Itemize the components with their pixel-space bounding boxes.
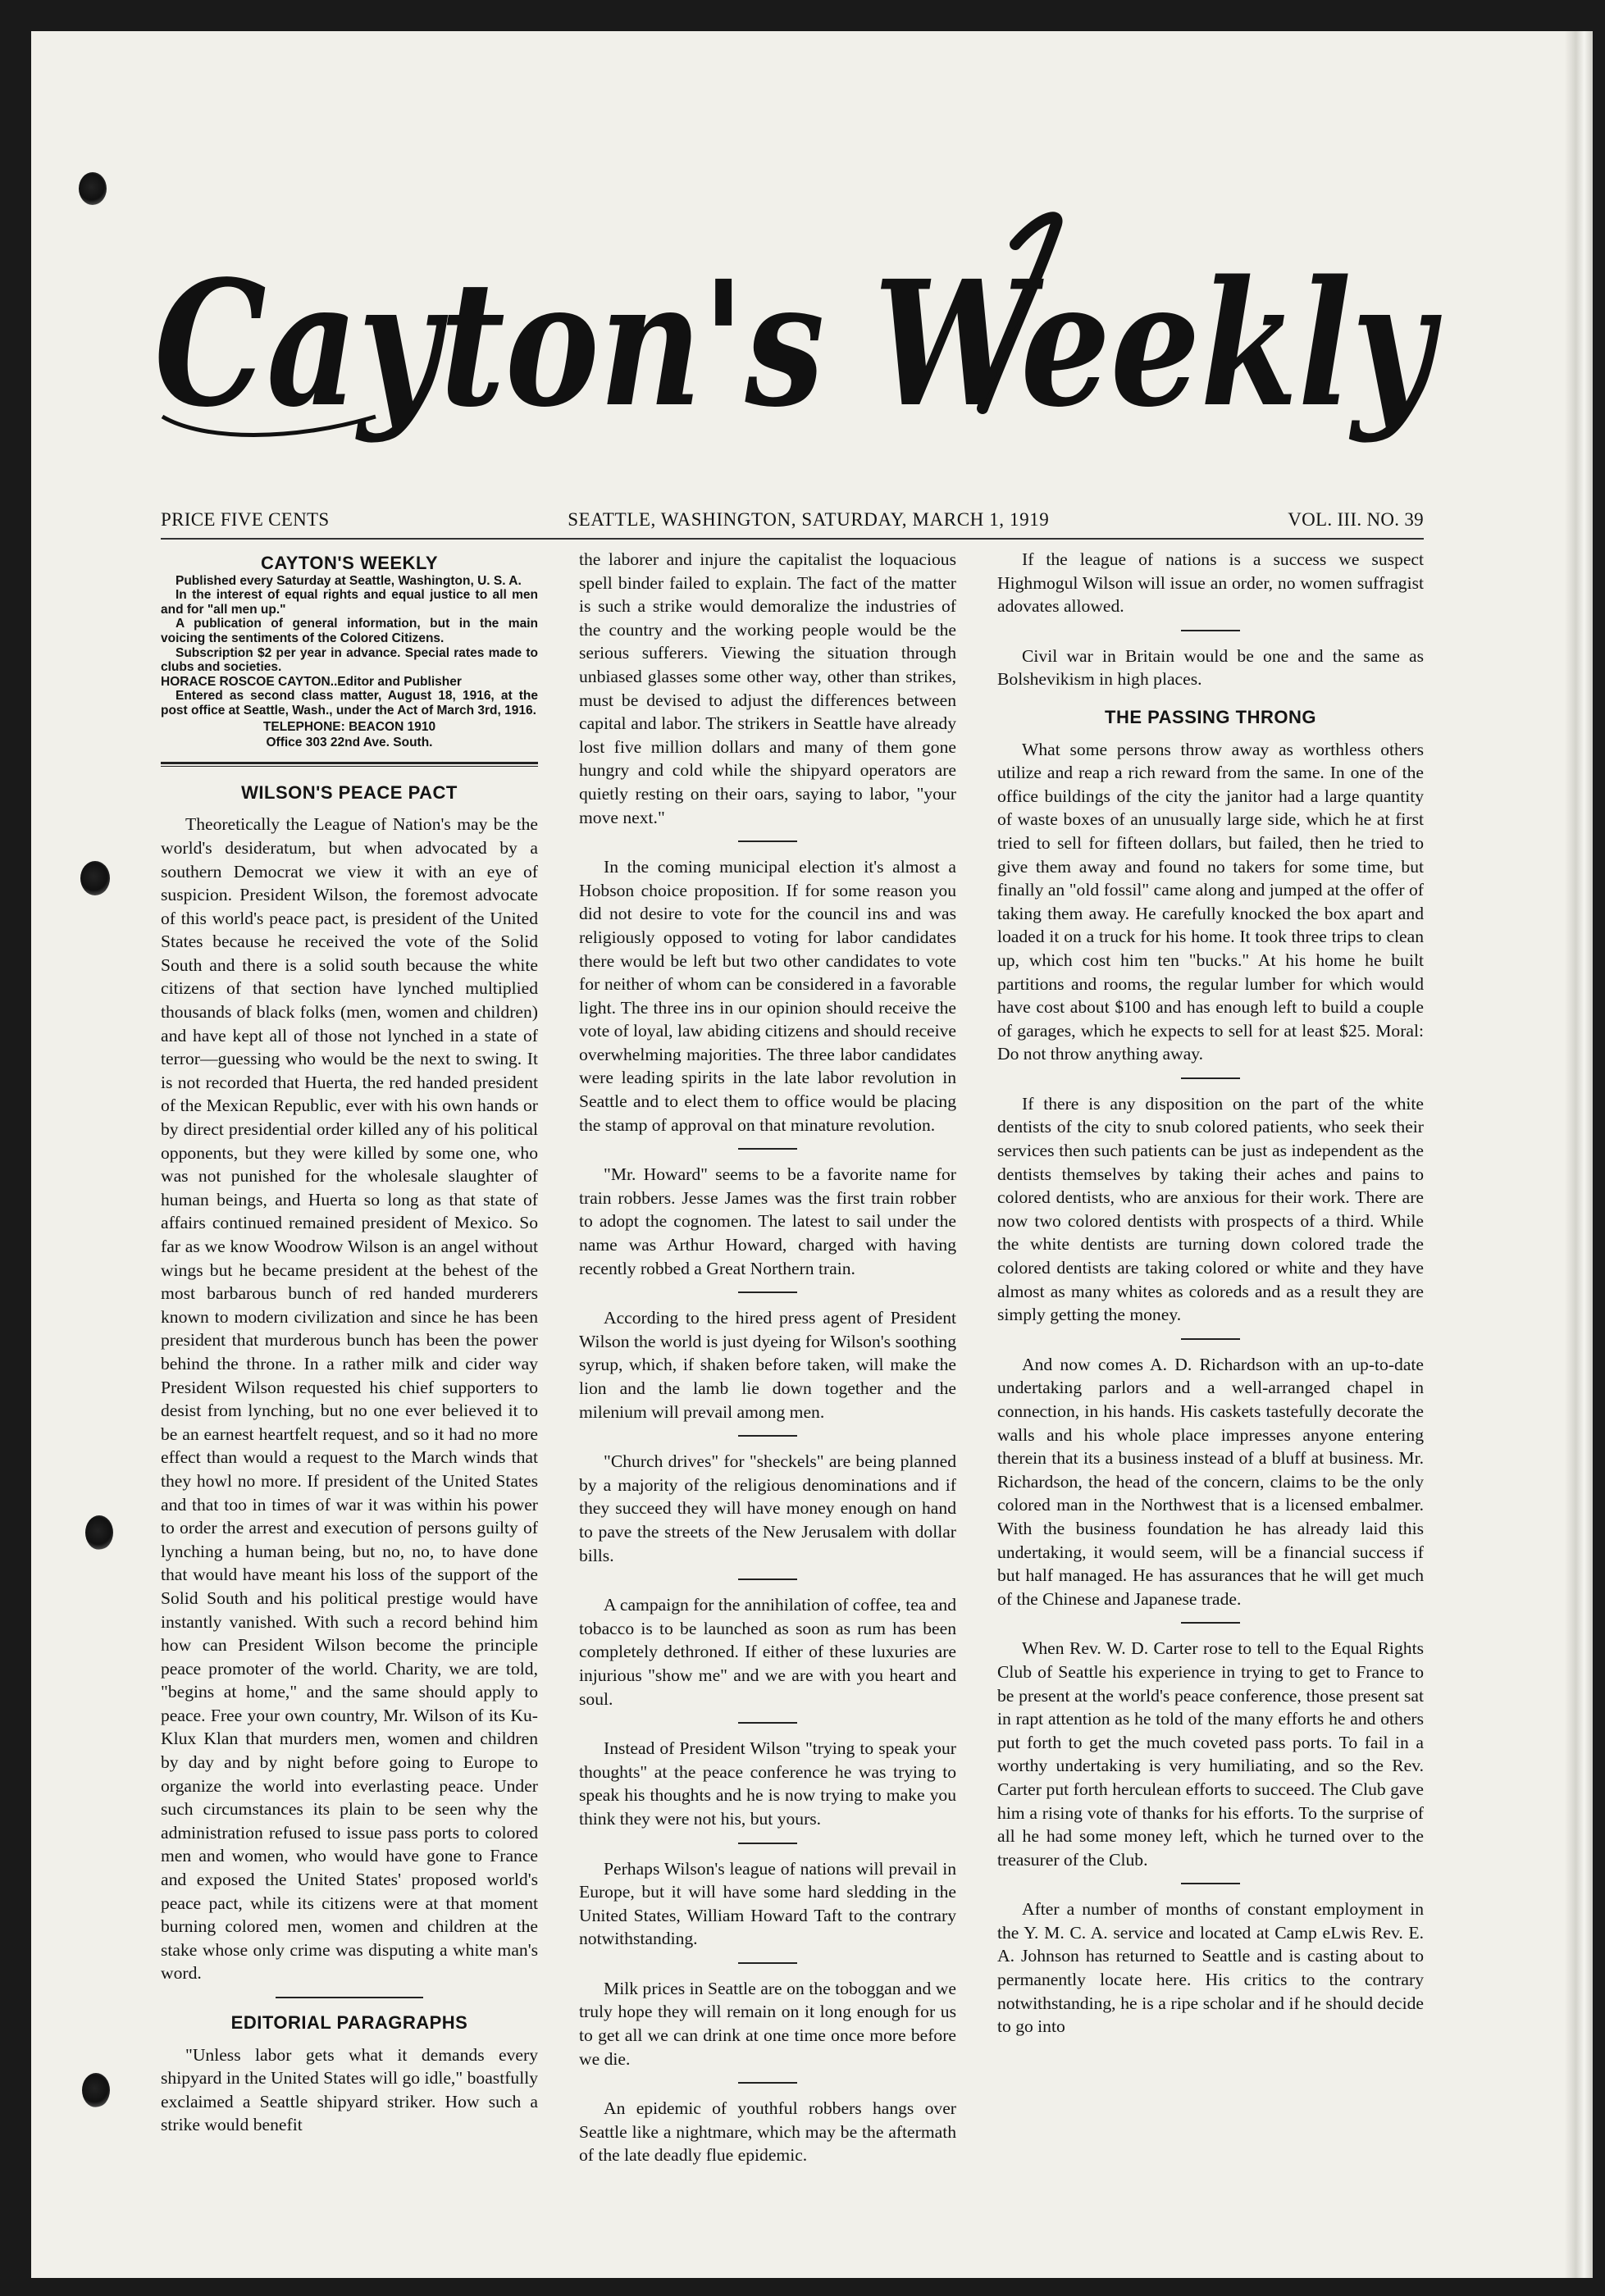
column-2 bbox=[579, 548, 956, 2167]
dateline bbox=[161, 507, 1424, 533]
info-published: Published every Saturday at Seattle, Washington, U. S. A. bbox=[176, 573, 522, 588]
separator bbox=[276, 1997, 423, 1998]
volume-number: VOL. III. NO. 39 bbox=[1288, 509, 1424, 530]
masthead-title: Cayton's Weekly bbox=[154, 243, 1443, 445]
info-office: Office 303 22nd Ave. South. bbox=[266, 736, 433, 750]
editorial-church-drives: "Church drives" for "sheckels" are being planned by a majority of the religious denominations and if they succeed they will have money enough on hand to pave the streets of the New Jerusalem with dollar bills. bbox=[579, 1451, 956, 1565]
info-box-heading: CAYTON'S WEEKLY bbox=[260, 553, 439, 573]
editorial-municipal-election: In the coming municipal election it's almost a Hobson choice proposition. If for some reason you did not desire to vote for the council ins and was religiously opposed to voting for labor candidates there would be left but two other candidates to vote for neither of whom can be considered in a favorable light. The three ins in our opinion should receive the vote of loyal, law abiding citizens and should receive overwhelming majorities. The three labor candidates were leading spirits in the late labor revolution in Seattle and to elect them to office would be placing the stamp of approval on that minature revolution. bbox=[579, 857, 956, 1135]
masthead bbox=[130, 195, 1458, 499]
info-entered: Entered as second class matter, August 18, 1916, at the post office at Seattle, Wash., under the Act of March 3rd, 1916. bbox=[161, 689, 538, 718]
separator bbox=[1181, 1338, 1240, 1340]
info-editor: HORACE ROSCOE CAYTON..Editor and Publisher bbox=[161, 674, 462, 689]
section-rule bbox=[161, 762, 538, 767]
editorial-coffee-tea: A campaign for the annihilation of coffee, tea and tobacco is to be launched as soon as rum has been completely dethroned. If either of these luxuries are injurious "show me" and we are with you heart and soul. bbox=[579, 1595, 956, 1709]
editorial-strike-start: "Unless labor gets what it demands every shipyard in the United States will go idle," boastfully exclaimed a Seattle shipyard striker. How such a strike would benefit bbox=[161, 2044, 538, 2135]
separator bbox=[738, 1962, 797, 1964]
separator bbox=[738, 1292, 797, 1293]
column-3 bbox=[997, 548, 1424, 2039]
newspaper-page bbox=[31, 31, 1593, 2278]
info-telephone: TELEPHONE: BEACON 1910 bbox=[262, 719, 436, 734]
editorial-mr-howard: "Mr. Howard" seems to be a favorite name for train robbers. Jesse James was the first train robber to adopt the cognomen. The latest to sail under the name was Arthur Howard, charged with having recently robbed a Great Northern train. bbox=[579, 1164, 956, 1278]
separator bbox=[738, 2082, 797, 2084]
masthead-logo bbox=[130, 195, 1458, 499]
throng-rev-carter: When Rev. W. D. Carter rose to tell to the Equal Rights Club of Seattle his experience in trying to get to France to be present at the world's peace conference, those present sat in rapt attention as he told of the many efforts he and others put forth to get the much coveted pass ports. To fail in a worthy undertaking is very humiliating, and so the Rev. Carter put forth herculean efforts to succeed. The Club gave him a rising vote of thanks for his efforts. To the surprise of all he had some money left, which he turned over to the treasurer of the Club. bbox=[997, 1638, 1424, 1870]
article-wilson-peace-pact: Theoretically the League of Nation's may be the world's desideratum, but when advocated by a southern Democrat we view it with an eye of suspicion. President Wilson, the foremost advocate of this world's peace pact, is president of the United States because he received the vote of the Solid South and there is a solid south because the white citizens of that section have lynched multiplied thousands of black folks (men, women and children) and have kept all of those not lynched in a state of terror—guessing who would be the next to swing. It is not recorded that Huerta, the red handed president of the Mexican Republic, ever with his own hands or by direct presidential order killed any of his political opponents, but they were killed by some one, who was not punished for the wholesale slaughter of human beings, and Huerta so long as that state of affairs continued remained president of Mexico. So far as we know Woodrow Wilson is an angel without wings but he became president at the behest of the most barbarous bunch of red handed murderers known to modern civilization and since he has been president that murderous bunch has been the power behind the throne. In a rather milk and cider way President Wilson requested his chief supporters to desist from lynching, but no one ever believed it to be an earnest heartfelt request, and so it had no more effect than would a request to the March winds that they howl no more. If president of the United States and that too in times of war it was within his power to order the arrest and execution of persons guilty of lynching a human being, but no, no, to have done that would have meant his loss of the support of the Solid South and his political prestige would have instantly vanished. With such a record behind him how can President Wilson become the principle peace promoter of the world. Charity, we are told, "begins at home," and the same should apply to peace. Free your own country, Mr. Wilson of its Ku-Klux Klan that murders men, women and children by day and by night before going to Europe to organize the world into everlasting peace. Under such circumstances its plain to be seen why the administration refused to issue pass ports to colored men and women, who would have gone to France and exposed the United States' proposed world's peace pact, while its citizens were at that moment burning colored men, women and children at the stake whose only crime was disputing a white man's word. bbox=[161, 814, 538, 1984]
separator bbox=[738, 1843, 797, 1844]
editorial-speak-thoughts: Instead of President Wilson "trying to speak your thoughts" at the peace conference he was trying to speak his thoughts and he is now trying to make you think they were not his, but yours. bbox=[579, 1738, 956, 1829]
editorial-league-success: If the league of nations is a success we suspect Highmogul Wilson will issue an order, no women suffragist adovates allowed. bbox=[997, 549, 1424, 617]
editorial-civil-war: Civil war in Britain would be one and the same as Bolshevikism in high places. bbox=[997, 645, 1424, 690]
heading-passing-throng: THE PASSING THRONG bbox=[1105, 706, 1316, 727]
binding-hole bbox=[80, 861, 110, 895]
binding-hole bbox=[85, 1515, 113, 1550]
column-1 bbox=[161, 548, 538, 2137]
separator bbox=[738, 1435, 797, 1437]
info-interest: In the interest of equal rights and equal justice to all men and for "all men up." bbox=[161, 588, 538, 617]
separator bbox=[738, 1148, 797, 1150]
throng-dentists: If there is any disposition on the part of the white dentists of the city to snub colored patients, who seek their services then such patients can be just as independent as the dentists themselves by taking their aches and pains to colored dentists, who are anxious for their work. There are now two colored dentists with prospects of a third. While the white dentists are turning down colored trade the colored dentists are taking colored or white and they have almost as many whites as coloreds and as a result they are simply getting the money. bbox=[997, 1093, 1424, 1325]
separator bbox=[1181, 630, 1240, 631]
binding-hole bbox=[79, 172, 107, 205]
dateline-rule bbox=[161, 538, 1424, 540]
separator bbox=[1181, 1077, 1240, 1079]
editorial-league-taft: Perhaps Wilson's league of nations will prevail in Europe, but it will have some hard sledding in the United States, William Howard Taft to the contrary notwithstanding. bbox=[579, 1858, 956, 1949]
info-publication: A publication of general information, but in the main voicing the sentiments of the Colored Citizens. bbox=[161, 617, 538, 645]
editorial-press-agent: According to the hired press agent of President Wilson the world is just dyeing for Wilson's soothing syrup, which, if shaken before taken, will make the lion and the lamb lie down together and the milenium will prevail among men. bbox=[579, 1308, 956, 1422]
info-subscription: Subscription $2 per year in advance. Special rates made to clubs and societies. bbox=[161, 645, 538, 675]
editorial-youthful-robbers: An epidemic of youthful robbers hangs over Seattle like a nightmare, which may be the aftermath of the late deadly flue epidemic. bbox=[579, 2098, 956, 2166]
separator bbox=[738, 1722, 797, 1724]
heading-editorial-paragraphs: EDITORIAL PARAGRAPHS bbox=[230, 2012, 468, 2033]
separator bbox=[738, 1578, 797, 1580]
separator bbox=[738, 840, 797, 842]
throng-richardson: And now comes A. D. Richardson with an up-to-date undertaking parlors and a well-arranged chapel in connection, in his hands. His caskets tastefully decorate the walls and his whole place impresses anyone entering therein that its a business instead of a bluff at business. Mr. Richardson, the head of the concern, claims to be the only colored man in the Northwest that is a licensed embalmer. With the business foundation he has already laid this undertaking, it would seem, will be a financial success if but half managed. He has assurances that he will get much of the Chinese and Japanese trade. bbox=[997, 1354, 1424, 1609]
throng-rev-johnson: After a number of months of constant employment in the Y. M. C. A. service and located at Camp eLwis Rev. E. A. Johnson has returned to Seattle and is casting about to permanently locate here. His critics to the contrary notwithstanding, he is a ripe scholar and if he should decide to go into bbox=[997, 1899, 1424, 2037]
price: PRICE FIVE CENTS bbox=[161, 509, 330, 530]
place-date: SEATTLE, WASHINGTON, SATURDAY, MARCH 1, 1919 bbox=[568, 509, 1050, 530]
separator bbox=[1181, 1883, 1240, 1884]
editorial-strike-continued: the laborer and injure the capitalist the loquacious spell binder failed to explain. The fact of the matter is such a strike would demoralize the industries of the country and the working people would be the serious sufferers. Viewing the situation through unbiased glasses some other way, other than strikes, must be devised to adjust the differences between capital and labor. The strikers in Seattle have already lost five million dollars and many of them gone hungry and cold while the shipyard operators are quietly resting on their oars, saying to labor, "your move next." bbox=[579, 549, 956, 827]
page-edge bbox=[1565, 31, 1593, 2278]
heading-wilsons-peace-pact: WILSON'S PEACE PACT bbox=[241, 781, 458, 803]
publication-info-box bbox=[161, 553, 538, 750]
separator bbox=[1181, 1622, 1240, 1624]
throng-waste-boxes: What some persons throw away as worthless others utilize and reap a rich reward from the same. In one of the office buildings of the city the janitor had a large quantity of waste boxes of an unusually large side, which he at first tried to sell for fifteen dollars, but failed, then he tried to give them away and found no takers for some time, but finally an "old fossil" came along and jumped at the offer of taking them away. He carefully knocked the box apart and loaded it on a truck for his home. It took three trips to clean up, which cost him ten "bucks." At his home he built partitions and rooms, the regular lumber for which would have cost about $100 and has enough left to build a couple of garages, which he expects to sell for at least $25. Moral: Do not throw anything away. bbox=[997, 739, 1424, 1064]
binding-hole bbox=[82, 2073, 110, 2107]
editorial-milk-prices: Milk prices in Seattle are on the toboggan and we truly hope they will remain on it long enough for us to get all we can drink at one time once more before we die. bbox=[579, 1978, 956, 2069]
